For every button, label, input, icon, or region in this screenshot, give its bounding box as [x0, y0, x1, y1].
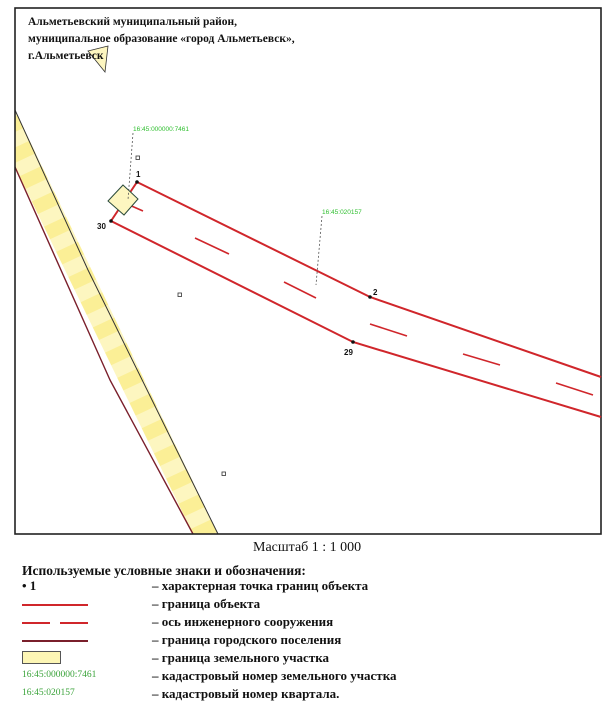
dashed-red-line-icon — [22, 613, 112, 631]
legend-item-point — [22, 577, 602, 595]
cadastral-quarter-sample-text: 16:45:020157 — [22, 688, 75, 698]
legend-item-city-boundary — [22, 631, 602, 649]
legend-item-engineering-axis — [22, 613, 602, 631]
map-title — [28, 14, 295, 65]
characteristic-points — [97, 170, 378, 357]
map-title-line: Альметьевский муниципальный район, — [28, 16, 238, 28]
legend-description: – граница городского поселения — [152, 632, 342, 647]
land-plot-strip — [15, 110, 218, 534]
legend-title: Используемые условные знаки и обозначения: — [22, 563, 306, 578]
yellow-rectangle-icon — [22, 649, 112, 667]
legend-description: – кадастровый номер земельного участка — [152, 668, 397, 683]
point-label-1: 1 — [136, 170, 141, 179]
legend-item-cadastral-plot — [22, 667, 602, 685]
legend-description: – характерная точка границ объекта — [152, 578, 369, 593]
scale-label: Масштаб 1 : 1 000 — [253, 540, 362, 555]
legend-description: – граница объекта — [152, 596, 261, 611]
map-title-line: г.Альметьевск — [28, 50, 104, 62]
land-plot-diamond — [108, 185, 138, 215]
point-symbol-icon — [22, 577, 112, 595]
cadastral-number-sample — [22, 667, 112, 685]
point-label-30: 30 — [97, 222, 106, 231]
point-symbol-text: • 1 — [22, 578, 37, 593]
map-title-line: муниципальное образование «город Альметьевск», — [28, 33, 295, 45]
legend-description: – кадастровый номер квартала. — [152, 686, 340, 701]
cadastral-quarter-label: 16:45:020157 — [322, 209, 362, 216]
legend-item-cadastral-quarter — [22, 685, 602, 703]
legend-description: – граница земельного участка — [152, 650, 329, 665]
cadastral-number-sample-text: 16:45:000000:7461 — [22, 670, 97, 680]
point-label-29: 29 — [344, 348, 353, 357]
solid-red-line-icon — [22, 595, 112, 613]
cadastral-leader-line — [316, 216, 322, 285]
point-label-2: 2 — [373, 288, 378, 297]
map-frame-border — [15, 8, 601, 534]
legend-item-land-plot — [22, 649, 602, 667]
dark-red-line-icon — [22, 631, 112, 649]
legend-description: – ось инженерного сооружения — [152, 614, 334, 629]
cadastral-quarter-sample — [22, 685, 112, 703]
object-boundary — [111, 182, 601, 417]
legend-item-object-boundary — [22, 595, 602, 613]
engineering-axis — [127, 204, 593, 395]
cadastral-number-label: 16:45:000000:7461 — [133, 126, 190, 133]
